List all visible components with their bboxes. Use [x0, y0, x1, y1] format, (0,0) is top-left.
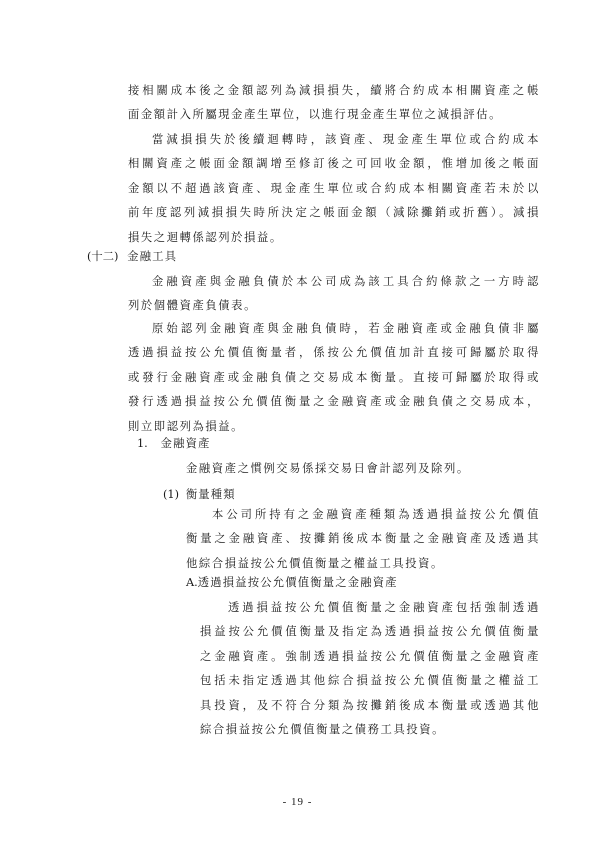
subitem-title: 透過損益按公允價值衡量之金融資產	[197, 576, 398, 589]
paragraph-line: 透過損益按公允價值衡量之金融資產包括強制透過	[228, 601, 539, 614]
paragraph-line: 或發行金融資產或金融負債之交易成本衡量。直接可歸屬於取得或	[128, 370, 539, 384]
paragraph-line: 損益按公允價值衡量及指定為透過損益按公允價值衡量	[200, 625, 539, 639]
paragraph-line: 列於個體資產負債表。	[128, 299, 257, 313]
paragraph-line: 面金額計入所屬現金產生單位，以進行現金產生單位之減損評估。	[128, 108, 503, 122]
paragraph-line: 衡量之金融資產、按攤銷後成本衡量之金融資產及透過其	[186, 532, 539, 546]
paragraph-regular-way-trade	[186, 457, 539, 481]
paragraph-line: 相關資產之帳面金額調增至修訂後之可回收金額，惟增加後之帳面	[128, 157, 539, 171]
item-heading-1	[137, 435, 211, 453]
paragraph-impairment-continuation	[128, 79, 539, 128]
item-number: 1.	[137, 437, 148, 450]
subitem-letter: A.	[186, 576, 198, 589]
paragraph-line: 金融資產與金融負債於本公司成為該工具合約條款之一方時認	[152, 275, 539, 288]
subitem-heading-A	[186, 574, 398, 592]
paragraph-line: 損失之迴轉係認列於損益。	[128, 230, 283, 244]
paragraph-initial-measurement	[128, 317, 539, 439]
page-number: - 19 -	[282, 796, 313, 808]
paragraph-line: 前年度認列減損損失時所決定之帳面金額（減除攤銷或折舊）。減損	[128, 206, 539, 220]
paragraph-line: 當減損損失於後續迴轉時，該資產、現金產生單位或合約成本	[152, 133, 539, 146]
paragraph-line: 原始認列金融資產與金融負債時，若金融資產或金融負債非屬	[152, 322, 539, 335]
paragraph-line: 金額以不超過該資產、現金產生單位或合約成本相關資產若未於以	[128, 181, 539, 195]
paragraph-line: 則立即認列為損益。	[128, 419, 245, 433]
paragraph-line: 綜合損益按公允價值衡量之債務工具投資。	[200, 722, 446, 736]
paragraph-line: 他綜合損益按公允價值衡量之權益工具投資。	[186, 556, 444, 570]
subitem-title: 衡量種類	[185, 488, 236, 501]
section-title: 金融工具	[127, 250, 178, 263]
paragraph-measurement-categories	[186, 503, 539, 576]
paragraph-line: 金融資產之慣例交易係採交易日會計認列及除列。	[186, 462, 470, 475]
section-number: (十二)	[87, 250, 119, 263]
paragraph-fvtpl-assets	[200, 596, 539, 742]
paragraph-line: 接相關成本後之金額認列為減損損失，續將合約成本相關資產之帳	[128, 84, 539, 97]
paragraph-recognition	[128, 270, 539, 319]
paragraph-line: 本公司所持有之金融資產種類為透過損益按公允價值	[212, 508, 539, 521]
subitem-heading-1	[163, 486, 236, 504]
paragraph-line: 具投資，及不符合分類為按攤銷後成本衡量或透過其他	[200, 698, 539, 712]
section-heading-12	[87, 248, 177, 266]
paragraph-line: 透過損益按公允價值衡量者，係按公允價值加計直接可歸屬於取得	[128, 346, 539, 360]
subitem-number: (1)	[163, 488, 180, 501]
paragraph-line: 之金融資產。強制透過損益按公允價值衡量之金融資產	[200, 649, 539, 663]
paragraph-line: 發行透過損益按公允價值衡量之金融資產或金融負債之交易成本，	[128, 395, 539, 409]
paragraph-impairment-reversal	[128, 128, 539, 250]
paragraph-line: 包括未指定透過其他綜合損益按公允價值衡量之權益工	[200, 674, 539, 688]
item-title: 金融資產	[160, 437, 211, 450]
